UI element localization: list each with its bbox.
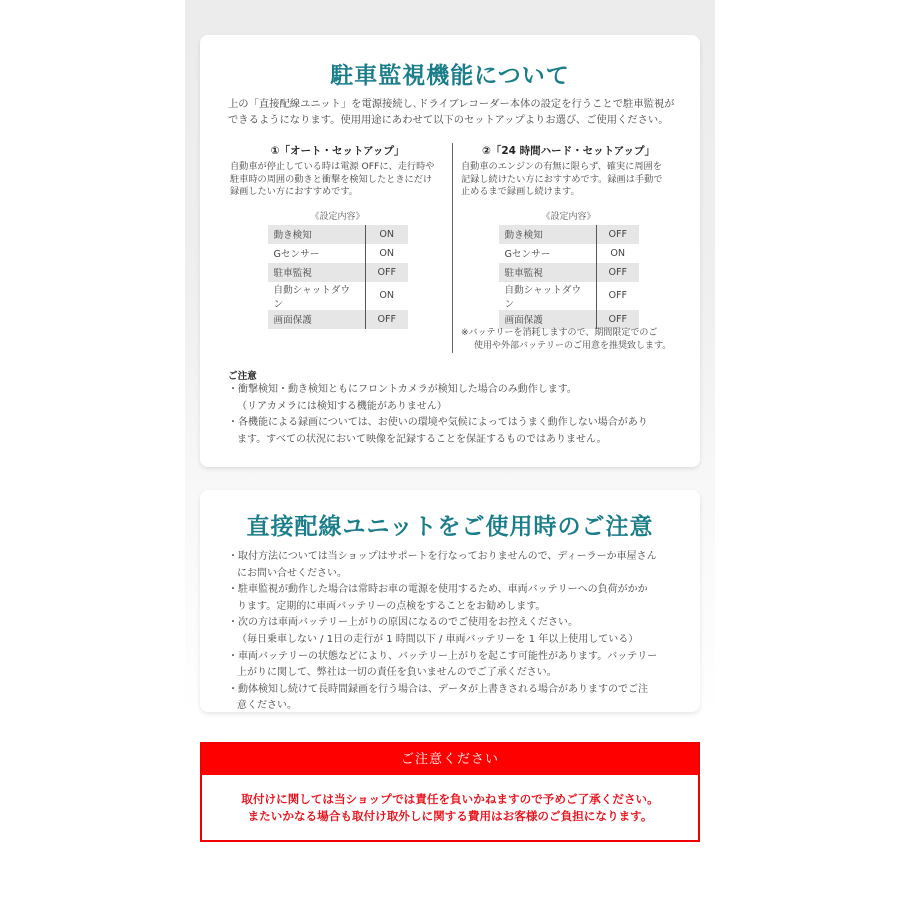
caution-line: （リアカメラには検知する機能がありません） xyxy=(237,400,447,412)
desc-line: 自動車が停止している時は電源 OFFに、走行時や xyxy=(230,161,435,172)
setting-name: 画面保護 xyxy=(268,310,366,329)
setting-name: 駐車監視 xyxy=(499,263,597,282)
table-row xyxy=(268,244,408,263)
note-line: 使用や外部バッテリーのご用意を推奨致します。 xyxy=(474,340,672,351)
setting-value: OFF xyxy=(597,263,639,282)
setting-value: ON xyxy=(366,225,408,244)
setting-value: OFF xyxy=(597,310,639,329)
note-item xyxy=(228,649,672,682)
caution-item xyxy=(228,382,678,415)
note-line: 上がりに関して、弊社は一切の責任を負いませんのでご了承ください。 xyxy=(237,667,557,679)
note-item xyxy=(228,682,672,715)
setting-value: OFF xyxy=(597,225,639,244)
setting-value: OFF xyxy=(366,263,408,282)
caution-line: ・各機能による録画については、お使いの環境や気候によってはうまく動作しない場合があり xyxy=(228,417,648,428)
table-row xyxy=(499,225,639,244)
table-row xyxy=(268,263,408,282)
setting-name: 動き検知 xyxy=(499,225,597,244)
setting-name: Gセンサー xyxy=(273,249,320,260)
table-row xyxy=(499,263,639,282)
intro-line: 上の「直接配線ユニット」を電源接続し､ドライブレコーダー本体の設定を行うことで駐車監視が xyxy=(228,98,675,110)
desc-line: 駐車時の周囲の動きと衝撃を検知したときにだけ xyxy=(230,173,433,185)
note-line: （毎日乗車しない / 1日の走行が 1 時間以下 / 車両バッテリーを 1 年以上使用している） xyxy=(237,633,639,645)
hard-setup-description xyxy=(461,161,676,199)
table-row xyxy=(499,310,639,329)
settings-label: 《設定内容》 xyxy=(541,211,596,222)
alert-line: 取付けに関しては当ショップでは責任を負いかねますので予めご了承ください。 xyxy=(241,792,659,806)
setup-options xyxy=(200,143,700,363)
desc-line: 録画したい方におすすめです。 xyxy=(230,186,358,197)
intro-line: できるようになります。使用用途にあわせて以下のセットアップよりお選び、ご使用ください。 xyxy=(228,114,669,126)
note-line: 意ください。 xyxy=(237,700,297,712)
setting-value: OFF xyxy=(597,282,639,310)
caution-line: ・衝撃検知・動き検知ともにフロントカメラが検知した場合のみ動作します。 xyxy=(228,384,577,395)
setting-name: 自動シャットダウン xyxy=(273,284,351,310)
auto-setup xyxy=(230,143,445,329)
caution-line: ます。すべての状況において映像を記録することを保証するものではありません。 xyxy=(237,433,607,445)
desc-line: 止めるまで録画し続けます。 xyxy=(461,186,580,197)
setting-name: 駐車監視 xyxy=(268,263,366,282)
alert-heading: ご注意ください xyxy=(202,744,698,775)
note-line: にお問い合せください。 xyxy=(237,567,347,579)
table-row xyxy=(499,282,639,310)
column-divider xyxy=(452,143,453,353)
desc-line: 自動車のエンジンの有無に限らず、確実に周囲を xyxy=(461,161,662,172)
battery-note xyxy=(461,327,676,352)
wiring-section-title: 直接配線ユニットをご使用時のご注意 xyxy=(246,514,654,540)
wiring-unit-card xyxy=(200,490,700,712)
table-row xyxy=(268,282,408,310)
alert-line: またいかなる場合も取付け取外しに関する費用はお客様のご負担になります。 xyxy=(247,809,653,823)
settings-label: 《設定内容》 xyxy=(310,211,365,222)
auto-setup-title: ①「オート・セットアップ」 xyxy=(270,145,405,157)
table-row xyxy=(499,244,639,263)
table-row xyxy=(268,310,408,329)
note-line: ※バッテリーを消耗しますので、期間限定でのご xyxy=(461,328,658,338)
hard-settings-table xyxy=(499,225,639,329)
table-row xyxy=(268,225,408,244)
parking-monitor-card xyxy=(200,35,700,467)
parking-intro xyxy=(200,96,700,128)
note-item xyxy=(228,549,672,582)
setting-value: OFF xyxy=(366,310,408,329)
note-line: ・駐車監視が動作した場合は常時お車の電源を使用するため、車両バッテリーへの負荷がかか xyxy=(228,584,648,596)
alert-body xyxy=(202,791,698,825)
setting-value: ON xyxy=(597,244,639,263)
setting-name: 自動シャットダウン xyxy=(504,284,582,310)
auto-setup-description xyxy=(230,161,445,199)
note-line: ・車両バッテリーの状態などにより、バッテリー上がりを起こす可能性があります。バッテリー xyxy=(228,650,658,662)
setting-name: Gセンサー xyxy=(504,249,551,260)
note-item xyxy=(228,615,672,648)
wiring-notes xyxy=(200,549,700,715)
hard-setup-24h xyxy=(461,143,676,329)
desc-line: 記録し続けたい方におすすめです。録画は手動で xyxy=(461,173,663,185)
caution-heading: ご注意 xyxy=(228,371,257,382)
note-line: ・動体検知し続けて長時間録画を行う場合は、データが上書きされる場合がありますのでご注 xyxy=(228,683,648,695)
note-line: ります。定期的に車両バッテリーの点検をすることをお勧めします。 xyxy=(237,600,546,612)
setting-value: ON xyxy=(366,282,408,310)
alert-box xyxy=(200,742,700,842)
note-line: ・次の方は車両バッテリー上がりの原因になるのでご使用をお控えください。 xyxy=(228,617,578,629)
note-item xyxy=(228,582,672,615)
hard-setup-title: ②「24 時間ハード・セットアップ」 xyxy=(481,145,656,157)
caution-item xyxy=(228,415,678,448)
auto-settings-table xyxy=(268,225,408,329)
parking-section-title: 駐車監視機能について xyxy=(330,63,570,89)
setting-name: 動き検知 xyxy=(268,225,366,244)
caution-block xyxy=(228,368,678,448)
setting-value: ON xyxy=(366,244,408,263)
note-line: ・取付方法については当ショップはサポートを行なっておりませんので、ディーラーか車屋さん xyxy=(228,551,657,562)
setting-name: 画面保護 xyxy=(499,310,597,329)
